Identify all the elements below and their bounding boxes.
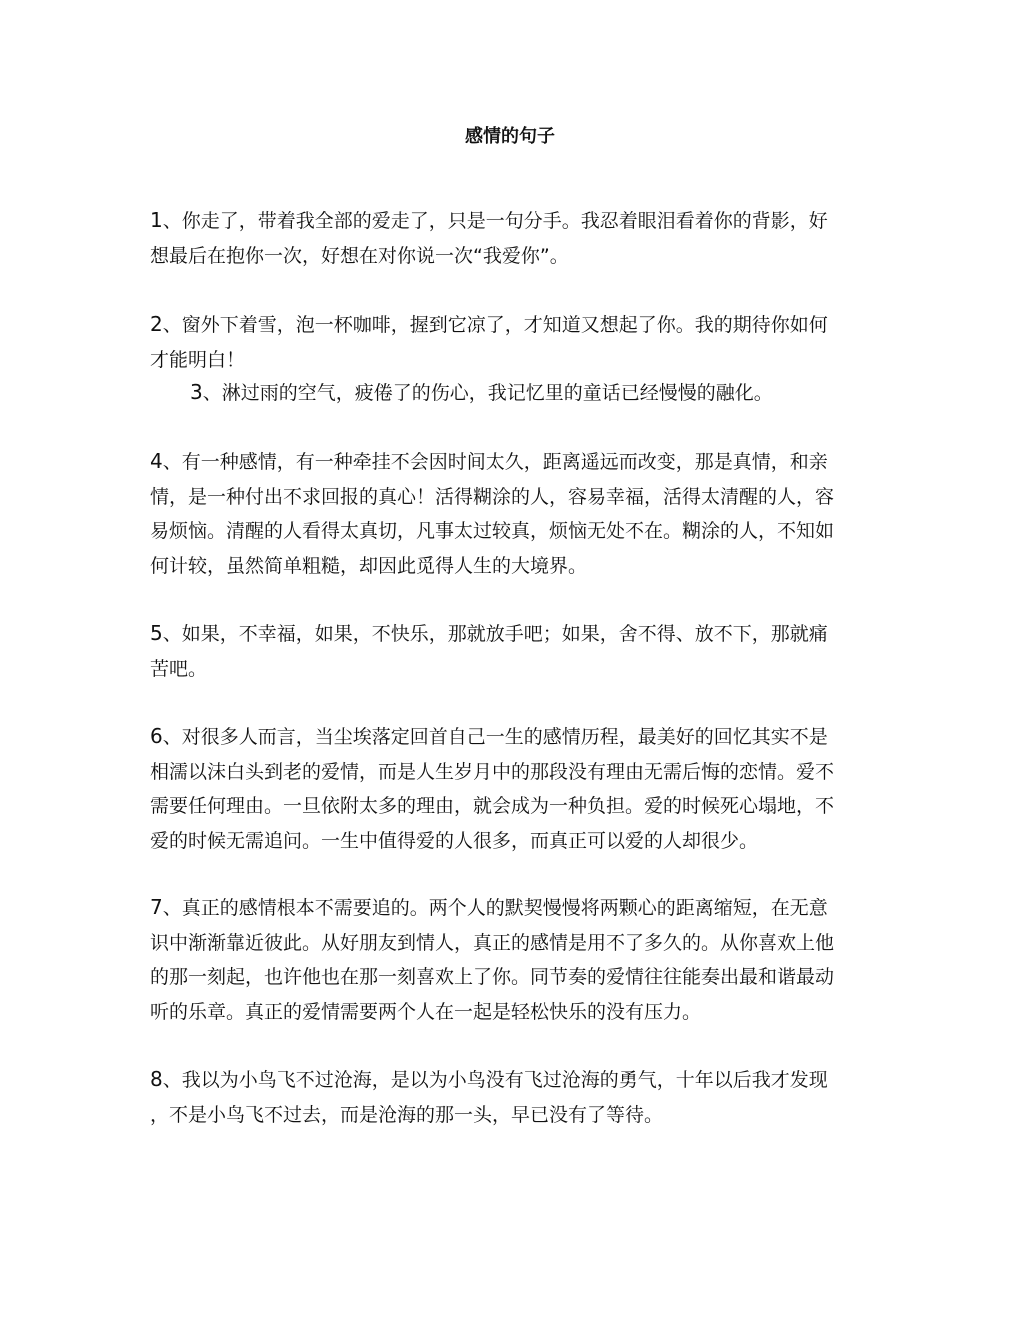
paragraph-text: 、有一种感情，有一种牵挂不会因时间太久，距离遥远而改变，那是真情，和亲 情，是一种付出不求回报的真心！活得糊涂的人，容易幸福，活得太清醒的人，容 易烦恼。清醒的人看得太真切，凡事太过较真，烦恼无处不在。糊涂的人，不知如 何计较，虽然简单粗糙，却因此觅得人生的大境界。 xyxy=(150,451,835,577)
paragraph-3 xyxy=(190,375,890,411)
paragraph-5 xyxy=(150,616,872,686)
paragraph-text: 、如果，不幸福，如果，不快乐，那就放手吧；如果，舍不得、放不下，那就痛 苦吧。 xyxy=(150,623,828,680)
paragraph-number: 1 xyxy=(150,208,163,232)
paragraph-text: 、我以为小鸟飞不过沧海，是以为小鸟没有飞过沧海的勇气，十年以后我才发现 ，不是小鸟飞不过去，而是沧海的那一头，早已没有了等待。 xyxy=(150,1069,828,1126)
paragraph-1 xyxy=(150,203,872,273)
paragraph-text: 、你走了，带着我全部的爱走了，只是一句分手。我忍着眼泪看着你的背影，好 想最后在抱你一次，好想在对你说一次“我爱你”。 xyxy=(150,210,828,267)
paragraph-text: 、真正的感情根本不需要追的。两个人的默契慢慢将两颗心的距离缩短，在无意 识中渐渐靠近彼此。从好朋友到情人，真正的感情是用不了多久的。从你喜欢上他 的那一刻起，也许他也在那一刻喜欢上了你。同节奏的爱情往往能奏出最和谐最动 听的乐章。真正的爱情需要两个人在一起是轻松快乐的没有压力。 xyxy=(150,897,835,1023)
paragraph-6 xyxy=(150,719,872,858)
paragraph-number: 4 xyxy=(150,449,163,473)
paragraph-number: 5 xyxy=(150,621,163,645)
paragraph-7 xyxy=(150,890,872,1029)
paragraph-number: 8 xyxy=(150,1067,163,1091)
document-title: 感情的句子 xyxy=(465,126,555,147)
paragraph-8 xyxy=(150,1062,872,1132)
paragraph-text: 、窗外下着雪，泡一杯咖啡，握到它凉了，才知道又想起了你。我的期待你如何 才能明白！ xyxy=(150,314,828,371)
paragraph-number: 7 xyxy=(150,895,163,919)
paragraph-number: 3 xyxy=(190,380,203,404)
paragraph-number: 2 xyxy=(150,312,163,336)
paragraph-number: 6 xyxy=(150,724,163,748)
paragraph-text: 、对很多人而言，当尘埃落定回首自己一生的感情历程，最美好的回忆其实不是 相濡以沫白头到老的爱情，而是人生岁月中的那段没有理由无需后悔的恋情。爱不 需要任何理由。一旦依附太多的理由，就会成为一种负担。爱的时候死心塌地，不 爱的时候无需追问。一生中值得爱的人很多，而真正可以爱的人却很少。 xyxy=(150,726,835,852)
paragraph-4 xyxy=(150,444,872,583)
paragraph-text: 、淋过雨的空气，疲倦了的伤心，我记忆里的童话已经慢慢的融化。 xyxy=(202,382,773,404)
paragraph-2 xyxy=(150,307,872,377)
